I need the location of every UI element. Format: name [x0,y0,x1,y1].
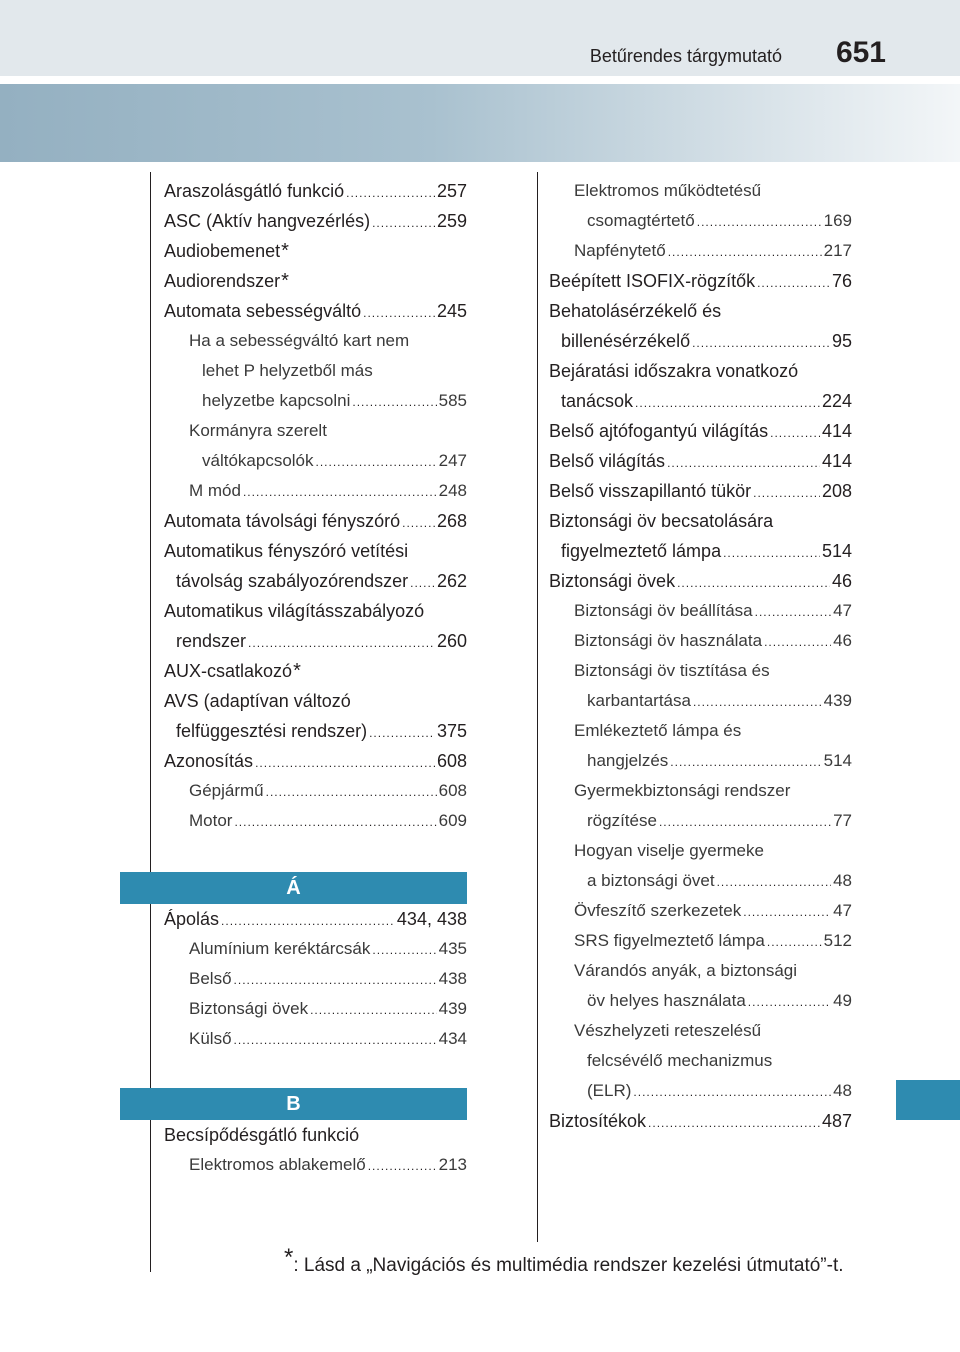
index-entry-page: 608 [438,781,467,800]
index-entry [164,806,467,836]
index-entry [549,596,852,626]
index-entry-page: 217 [823,241,852,260]
index-entry-label: rendszer [176,631,247,651]
footnote-star: * [284,1244,294,1271]
dot-leader [352,387,436,417]
index-group-a-top [164,176,467,836]
index-entry-page: 169 [823,211,852,230]
footnote-text: : Lásd a „Navigációs és multimédia rendszer kezelési útmutató”-t. [293,1255,844,1276]
dot-leader [659,807,831,837]
section-header-b: B [120,1088,467,1120]
dot-leader [757,268,830,298]
index-entry-page: 257 [436,181,467,201]
index-entry [549,296,852,326]
index-entry [164,446,467,476]
index-entry-page: 48 [833,871,852,890]
index-entry-label: karbantartása [587,691,691,710]
index-entry [164,994,467,1024]
dot-leader [316,447,437,477]
index-entry-label: AVS (adaptívan változó [164,691,351,711]
index-entry-label: csomagtértető [587,211,695,230]
index-entry [164,326,467,356]
index-entry-label: Azonosítás [164,751,254,771]
index-entry-label: Belső [189,969,232,988]
index-entry [549,626,852,656]
index-entry [549,176,852,206]
index-entry-label: Automata távolsági fényszóró [164,511,401,531]
index-entry-label: hangjelzés [587,751,669,770]
index-entry [549,896,852,926]
index-entry-page: 268 [436,511,467,531]
index-entry-page: 435 [438,939,467,958]
index-entry [549,956,852,986]
index-entry [549,506,852,536]
index-entry-label: M mód [189,481,241,500]
dot-leader [753,478,820,508]
index-entry [549,686,852,716]
index-group-b-right [549,176,852,1136]
index-entry-label: Külső [189,1029,232,1048]
dot-leader [410,568,435,598]
index-entry [164,776,467,806]
index-entry [164,656,467,686]
index-entry-label: rögzítése [587,811,657,830]
dot-leader [363,298,435,328]
index-entry-label: Biztonsági öv használata [574,631,763,650]
index-entry [549,836,852,866]
index-entry-page: 49 [833,991,852,1010]
dot-leader [346,178,435,208]
index-entry-page: 248 [438,481,467,500]
index-entry [549,656,852,686]
index-entry-label: SRS figyelmeztető lámpa [574,931,765,950]
index-entry-label: Biztonsági öv becsatolására [549,511,774,531]
index-entry [164,266,467,296]
index-entry [164,1150,467,1180]
index-entry [164,964,467,994]
index-entry-label: Övfeszítő szerkezetek [574,901,742,920]
dot-leader [755,597,831,627]
dot-leader [234,965,437,995]
index-entry-label: Hogyan viselje gyermeke [574,841,764,860]
index-entry-label: AUX-csatlakozó [164,661,293,681]
index-entry-label: Ápolás [164,909,220,929]
dot-leader [369,718,435,748]
dot-leader [767,927,822,957]
dot-leader [243,477,437,507]
index-entry-page: 224 [821,391,852,411]
index-entry-label: Vészhelyzeti reteszelésű [574,1021,762,1040]
index-entry-page: 414 [821,421,852,441]
index-entry [164,904,467,934]
dot-leader [764,627,831,657]
index-entry-label: Gépjármű [189,781,264,800]
index-entry-page: 609 [438,811,467,830]
index-entry [549,806,852,836]
index-entry-label: Biztonsági övek [189,999,309,1018]
index-entry-label: Elektromos működtetésű [574,181,762,200]
footnote-marker: * [281,270,289,292]
dot-leader [648,1108,820,1138]
dot-leader [372,935,436,965]
dot-leader [221,906,395,936]
index-entry-page: 514 [823,751,852,770]
index-entry [549,536,852,566]
index-entry-label: Bejáratási időszakra vonatkozó [549,361,799,381]
index-entry [549,1016,852,1046]
footnote [283,1244,844,1277]
index-entry-page: 259 [436,211,467,231]
index-entry-page: 585 [438,391,467,410]
index-entry-label: Emlékeztető lámpa és [574,721,742,740]
footnote-marker: * [281,240,289,262]
index-entry-page: 375 [436,721,467,741]
index-entry [549,926,852,956]
index-entry-label: öv helyes használata [587,991,746,1010]
index-entry-label: lehet P helyzetből más [202,361,373,380]
index-entry-label: Becsípődésgátló funkció [164,1125,360,1145]
index-entry-page: 46 [831,571,852,591]
index-entry [549,236,852,266]
index-entry-label: Biztonsági öv tisztítása és [574,661,770,680]
footnote-marker: * [293,660,301,682]
index-entry-page: 439 [823,691,852,710]
index-entry-page: 46 [833,631,852,650]
index-entry [164,686,467,716]
index-entry-label: (ELR) [587,1081,632,1100]
index-entry-label: Automata sebességváltó [164,301,362,321]
index-entry-label: Biztonsági övek [549,571,676,591]
dot-leader [266,777,437,807]
index-entry-label: Belső világítás [549,451,666,471]
dot-leader [667,448,820,478]
index-entry-label: Napfénytető [574,241,666,260]
index-entry [164,416,467,446]
index-entry-label: felcsévélő mechanizmus [587,1051,773,1070]
dot-leader [692,328,830,358]
dot-leader [748,987,831,1017]
index-entry-label: Beépített ISOFIX-rögzítők [549,271,756,291]
index-entry-label: Belső ajtófogantyú világítás [549,421,769,441]
page-title: Betűrendes tárgymutató [589,46,782,66]
index-entry [164,356,467,386]
dot-leader [372,208,435,238]
chapter-tab [896,1080,960,1120]
dot-leader [248,628,435,658]
index-entry [164,1120,467,1150]
index-entry-label: Araszolásgátló funkció [164,181,345,201]
dot-leader [770,418,820,448]
dot-leader [234,807,436,837]
index-entry [549,866,852,896]
index-entry [164,206,467,236]
index-entry-page: 76 [831,271,852,291]
index-entry-label: helyzetbe kapcsolni [202,391,351,410]
index-entry [549,1106,852,1136]
index-entry-page: 262 [436,571,467,591]
dot-leader [635,388,820,418]
index-entry-page: 47 [833,901,852,920]
index-entry-label: Behatolásérzékelő és [549,301,722,321]
index-entry-label: Alumínium keréktárcsák [189,939,371,958]
section-header-a-accent: Á [120,872,467,904]
index-entry-page: 514 [821,541,852,561]
index-entry [164,716,467,746]
index-entry [164,476,467,506]
dot-leader [633,1077,831,1107]
dot-leader [668,237,822,267]
dot-leader [310,995,437,1025]
index-entry-label: távolság szabályozórendszer [176,571,409,591]
index-entry [549,986,852,1016]
index-entry-label: Automatikus világításszabályozó [164,601,425,621]
index-entry-label: Biztonsági öv beállítása [574,601,753,620]
index-entry-page: 608 [436,751,467,771]
index-entry-page: 208 [821,481,852,501]
index-entry-page: 245 [436,301,467,321]
index-entry [164,236,467,266]
index-entry [549,326,852,356]
index-entry [549,1046,852,1076]
index-entry-page: 512 [823,931,852,950]
index-entry-label: a biztonsági övet [587,871,715,890]
index-entry-label: tanácsok [561,391,634,411]
index-entry-label: Audiobemenet [164,241,281,261]
index-entry-page: 48 [833,1081,852,1100]
index-entry [164,176,467,206]
index-entry-label: felfüggesztési rendszer) [176,721,368,741]
index-entry-label: ASC (Aktív hangvezérlés) [164,211,371,231]
index-entry-label: Audiorendszer [164,271,281,291]
dot-leader [723,538,820,568]
index-entry-label: billenésérzékelő [561,331,691,351]
index-entry-label: figyelmeztető lámpa [561,541,722,561]
index-entry-label: Kormányra szerelt [189,421,327,440]
index-entry [164,934,467,964]
index-entry-label: Biztosítékok [549,1111,647,1131]
index-entry [549,446,852,476]
dot-leader [368,1151,437,1181]
index-entry [549,476,852,506]
index-entry-page: 47 [833,601,852,620]
index-entry-page: 213 [438,1155,467,1174]
index-entry [164,296,467,326]
dot-leader [743,897,831,927]
index-entry-label: Motor [189,811,233,830]
page-number: 651 [835,36,886,69]
index-entry-page: 260 [436,631,467,651]
index-entry-label: Várandós anyák, a biztonsági [574,961,798,980]
index-entry [164,596,467,626]
index-entry-page: 95 [831,331,852,351]
index-entry [164,536,467,566]
index-entry-page: 434 [438,1029,467,1048]
index-entry [549,566,852,596]
index-entry [549,776,852,806]
dot-leader [255,748,435,778]
index-entry-page: 434, 438 [396,909,467,929]
dot-leader [402,508,435,538]
index-entry [164,746,467,776]
index-entry [164,566,467,596]
index-entry [549,356,852,386]
index-entry [549,206,852,236]
index-entry [164,386,467,416]
index-entry-page: 247 [438,451,467,470]
dot-leader [234,1025,437,1055]
index-entry [549,386,852,416]
index-entry [164,506,467,536]
index-column-left [164,176,467,836]
index-entry [549,746,852,776]
index-group-a-accent [164,904,467,1054]
index-column-left-b [164,1120,467,1180]
index-entry-page: 77 [833,811,852,830]
header-banner [0,84,960,162]
index-entry-page: 438 [438,969,467,988]
index-entry-label: Elektromos ablakemelő [189,1155,366,1174]
dot-leader [717,867,831,897]
index-entry-page: 414 [821,451,852,471]
dot-leader [697,207,822,237]
header-bar [0,0,960,76]
index-entry [164,626,467,656]
index-entry-label: Belső visszapillantó tükör [549,481,752,501]
index-entry-label: Ha a sebességváltó kart nem [189,331,410,350]
dot-leader [693,687,822,717]
dot-leader [677,568,830,598]
index-entry [549,416,852,446]
index-entry [164,1024,467,1054]
index-entry [549,1076,852,1106]
index-group-b-left [164,1120,467,1180]
index-entry [549,716,852,746]
index-entry-label: Automatikus fényszóró vetítési [164,541,409,561]
index-entry-label: Gyermekbiztonsági rendszer [574,781,791,800]
column-divider [537,172,538,1242]
index-entry [549,266,852,296]
index-column-left-a [164,904,467,1054]
index-column-right [549,176,852,1136]
index-entry-page: 439 [438,999,467,1018]
dot-leader [670,747,821,777]
index-entry-label: váltókapcsolók [202,451,314,470]
index-entry-page: 487 [821,1111,852,1131]
